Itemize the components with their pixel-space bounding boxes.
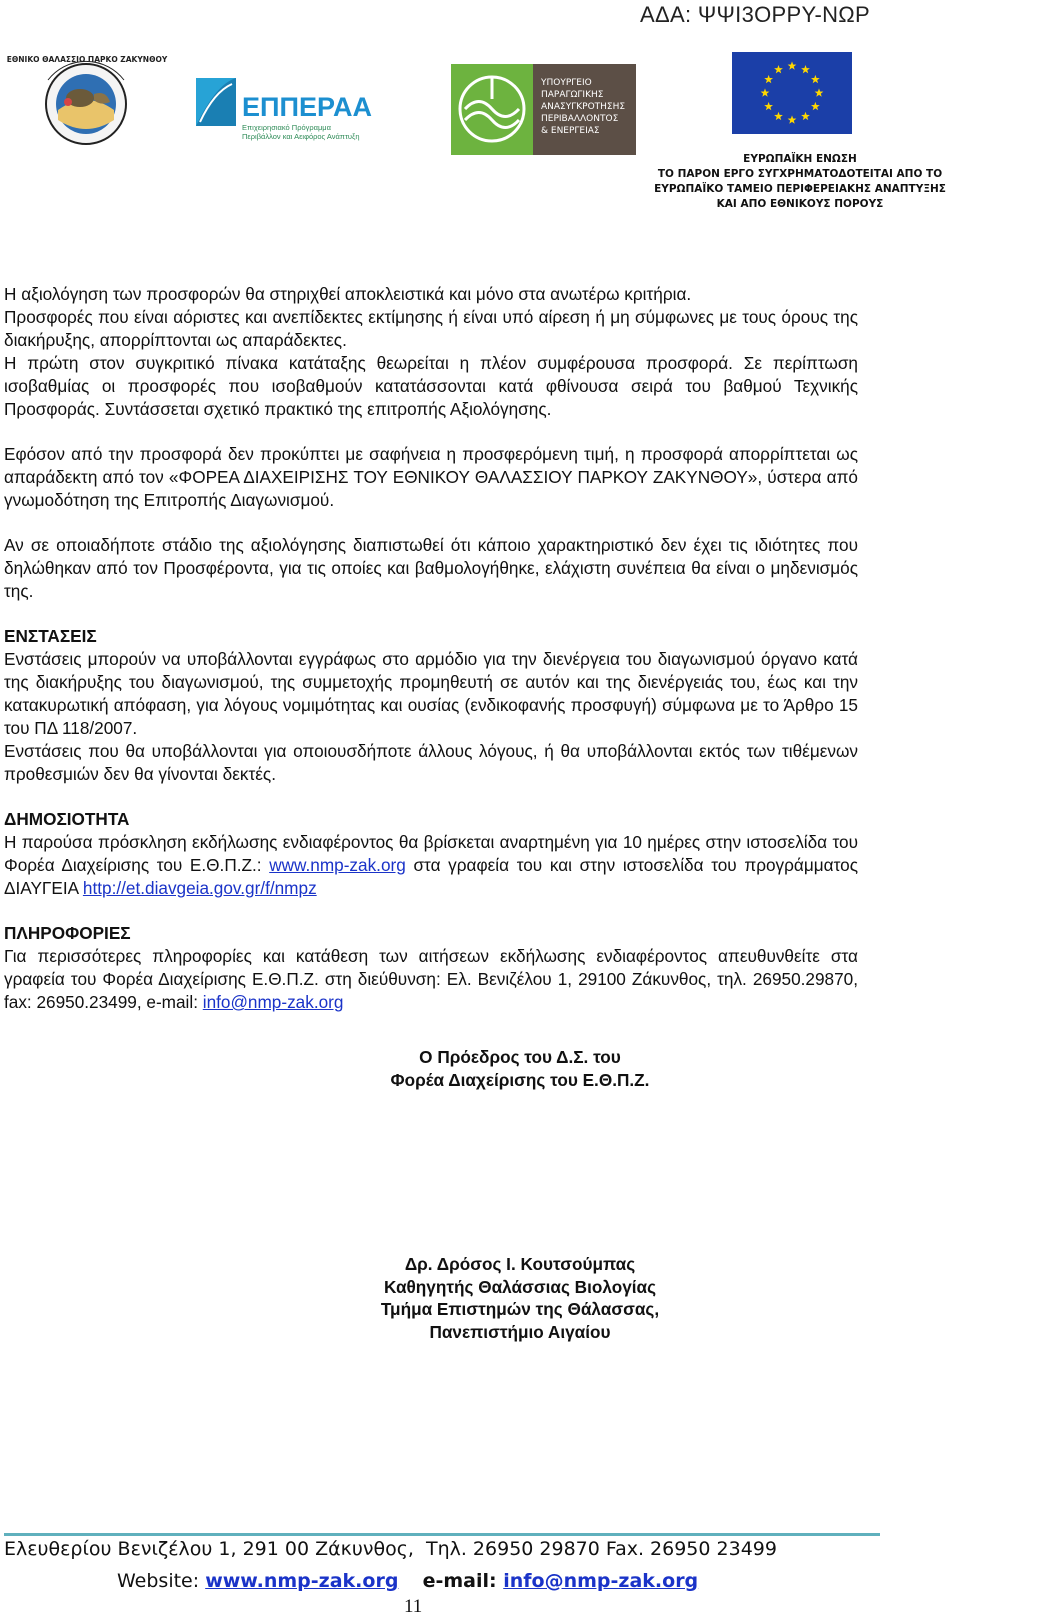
evaluation-paragraph-2: Προσφορές που είναι αόριστες και ανεπίδεκτες εκτίμησης ή είναι υπό αίρεση ή μη σύμφωνες με τους όρους της διακήρυξης, απορρίπτονται ως απαράδεκτες. [4,307,858,350]
footer-address: Ελευθερίου Βενιζέλου 1, 291 00 Ζάκυνθος, Τηλ. 26950 29870 Fax. 26950 23499 [4,1538,777,1560]
info-text: Για περισσότερες πληροφορίες και κατάθεση των αιτήσεων εκδήλωσης ενδιαφέροντος απευθυνθείτε στα γραφεία του Φορέα Διαχείρισης Ε.Θ.Π.Ζ. στη διεύθυνση: Ελ. Βενιζέλου 1, 29100 Ζάκυνθος, τηλ. 26950.29870, fax: 26950.23499, e-mail: [4,946,858,1012]
signature-role: Καθηγητής Θαλάσσιας Βιολογίας [383,1276,657,1297]
eu-flag-logo [732,52,852,134]
footer-divider [4,1533,880,1536]
footer-email-link[interactable]: info@nmp-zak.org [503,1570,699,1592]
document-body [4,283,858,1014]
signature-name-block [0,1253,1040,1343]
ministry-line-4: ΠΕΡΙΒΑΛΛΟΝΤΟΣ [541,114,619,124]
signature-title-line-1: Ο Πρόεδρος του Δ.Σ. του [419,1047,621,1067]
signature-title-line-2: Φορέα Διαχείρισης του Ε.Θ.Π.Ζ. [390,1070,650,1090]
objections-paragraph-2: Ενστάσεις που θα υποβάλλονται για οποιουσδήποτε άλλους λόγους, ή θα υποβάλλονται εκτός των τιθέμενων προθεσμιών δεν θα γίνονται δεκτές. [4,741,858,784]
signature-department: Τμήμα Επιστημών της Θάλασσας, [380,1299,660,1319]
characteristics-paragraph: Αν σε οποιαδήποτε στάδιο της αξιολόγησης διαπιστωθεί ότι κάποιο χαρακτηριστικό δεν έχει τις ιδιότητες που δηλώθηκαν από τον Προσφέροντα, για τις οποίες και βαθμολογήθηκε, ελάχιστη συνέπεια θα είναι ο μηδενισμός της. [4,535,858,601]
publicity-heading: ΔΗΜΟΣΙΟΤΗΤΑ [4,809,130,829]
ministry-line-1: ΥΠΟΥΡΓΕΙΟ [541,78,592,88]
signature-title [0,1046,1040,1092]
epperaa-logo [196,64,386,144]
eu-caption [640,152,960,212]
epperaa-sub2: Περιβάλλον και Αειφόρος Ανάπτυξη [242,132,360,141]
objections-heading: ΕΝΣΤΑΣΕΙΣ [4,626,97,646]
info-email-link[interactable]: info@nmp-zak.org [202,992,344,1012]
publicity-text-b: στα γραφεία του και στην ιστοσελίδα του προγράμματος ΔΙΑΥΓΕΙΑ [4,855,858,898]
ada-code: ΑΔΑ: ΨΨΙ3ΟΡΡΥ-ΝΩΡ [640,2,870,27]
publicity-paragraph [4,831,858,900]
diavgeia-link[interactable]: http://et.diavgeia.gov.gr/f/nmpz [82,878,317,898]
eu-caption-line-4: ΚΑΙ ΑΠΟ ΕΘΝΙΚΟΥΣ ΠΟΡΟΥΣ [716,198,884,210]
objections-paragraph-1: Ενστάσεις μπορούν να υποβάλλονται εγγράφως στο αρμόδιο για την διενέργεια του διαγωνισμού όργανο κατά της διακήρυξης του διαγωνισμού, της συμμετοχής προμηθευτή σε αυτόν και της διενέργειάς του, έως και την κατακυρωτική απόφαση, για λόγους νομιμότητας και ουσίας (ενδικοφανής προσφυγή) σύμφωνα με το Άρθρο 15 του ΠΔ 118/2007. [4,649,858,738]
header-logos [0,50,960,220]
footer-website-link[interactable]: www.nmp-zak.org [205,1570,399,1592]
evaluation-paragraph-3: Η πρώτη στον συγκριτικό πίνακα κατάταξης θεωρείται η πλέον συμφέρουσα προσφορά. Σε περίπτωση ισοβαθμίας οι προσφορές που ισοβαθμούν κατατάσσονται κατά φθίνουσα σειρά του βαθμού Τεχνικής Προσφοράς. Συντάσσεται σχετικό πρακτικό της επιτροπής Αξιολόγησης. [4,353,858,419]
info-heading: ΠΛΗΡΟΦΟΡΙΕΣ [4,923,131,943]
publicity-text-a: Η παρούσα πρόσκληση εκδήλωσης ενδιαφέροντος θα βρίσκεται αναρτημένη για 10 ημέρες στην ιστοσελίδα του Φορέα Διαχείρισης του Ε.Θ.Π.Ζ.: [4,832,858,875]
website-link[interactable]: www.nmp-zak.org [269,855,406,875]
eu-caption-line-2: ΤΟ ΠΑΡΟΝ ΕΡΓΟ ΣΥΓΧΡΗΜΑΤΟΔΟΤΕΙΤΑΙ ΑΠΟ ΤΟ [657,168,943,180]
ministry-logo [451,64,636,155]
eu-caption-line-3: ΕΥΡΩΠΑΪΚΟ ΤΑΜΕΙΟ ΠΕΡΙΦΕΡΕΙΑΚΗΣ ΑΝΑΠΤΥΞΗΣ [654,183,946,195]
marine-park-logo [6,50,168,158]
eu-caption-line-1: ΕΥΡΩΠΑΪΚΗ ΕΝΩΣΗ [743,153,857,165]
epperaa-title: ΕΠΠΕΡΑΑ [242,92,373,122]
footer-email-label: e-mail: [422,1570,504,1592]
footer-contacts [117,1570,698,1592]
signature-name: Δρ. Δρόσος Ι. Κουτσούμπας [404,1254,636,1274]
info-paragraph [4,945,858,1014]
footer-website-label: Website: [117,1570,206,1592]
signature-university: Πανεπιστήμιο Αιγαίου [429,1321,611,1342]
ministry-line-2: ΠΑΡΑΓΩΓΙΚΗΣ [541,90,604,100]
ministry-line-5: & ΕΝΕΡΓΕΙΑΣ [541,126,600,136]
epperaa-sub1: Επιχειρησιακό Πρόγραμμα [242,123,331,132]
ministry-line-3: ΑΝΑΣΥΓΚΡΟΤΗΣΗΣ [541,102,626,112]
evaluation-paragraph-1: Η αξιολόγηση των προσφορών θα στηριχθεί αποκλειστικά και μόνο στα ανωτέρω κριτήρια. [4,284,692,304]
page-number: 11 [404,1596,423,1617]
price-clarity-paragraph: Εφόσον από την προσφορά δεν προκύπτει με σαφήνεια η προσφερόμενη τιμή, η προσφορά απορρίπτεται ως απαράδεκτη από τον «ΦΟΡΕΑ ΔΙΑΧΕΙΡΙΣΗΣ ΤΟΥ ΕΘΝΙΚΟΥ ΘΑΛΑΣΣΙΟΥ ΠΑΡΚΟΥ ΖΑΚΥΝΘΟΥ», ύστερα από γνωμοδότηση της Επιτροπής Διαγωνισμού. [4,444,858,510]
park-logo-text: ΕΘΝΙΚΟ ΘΑΛΑΣΣΙΟ ΠΑΡΚΟ ΖΑΚΥΝΘΟΥ [6,55,168,64]
